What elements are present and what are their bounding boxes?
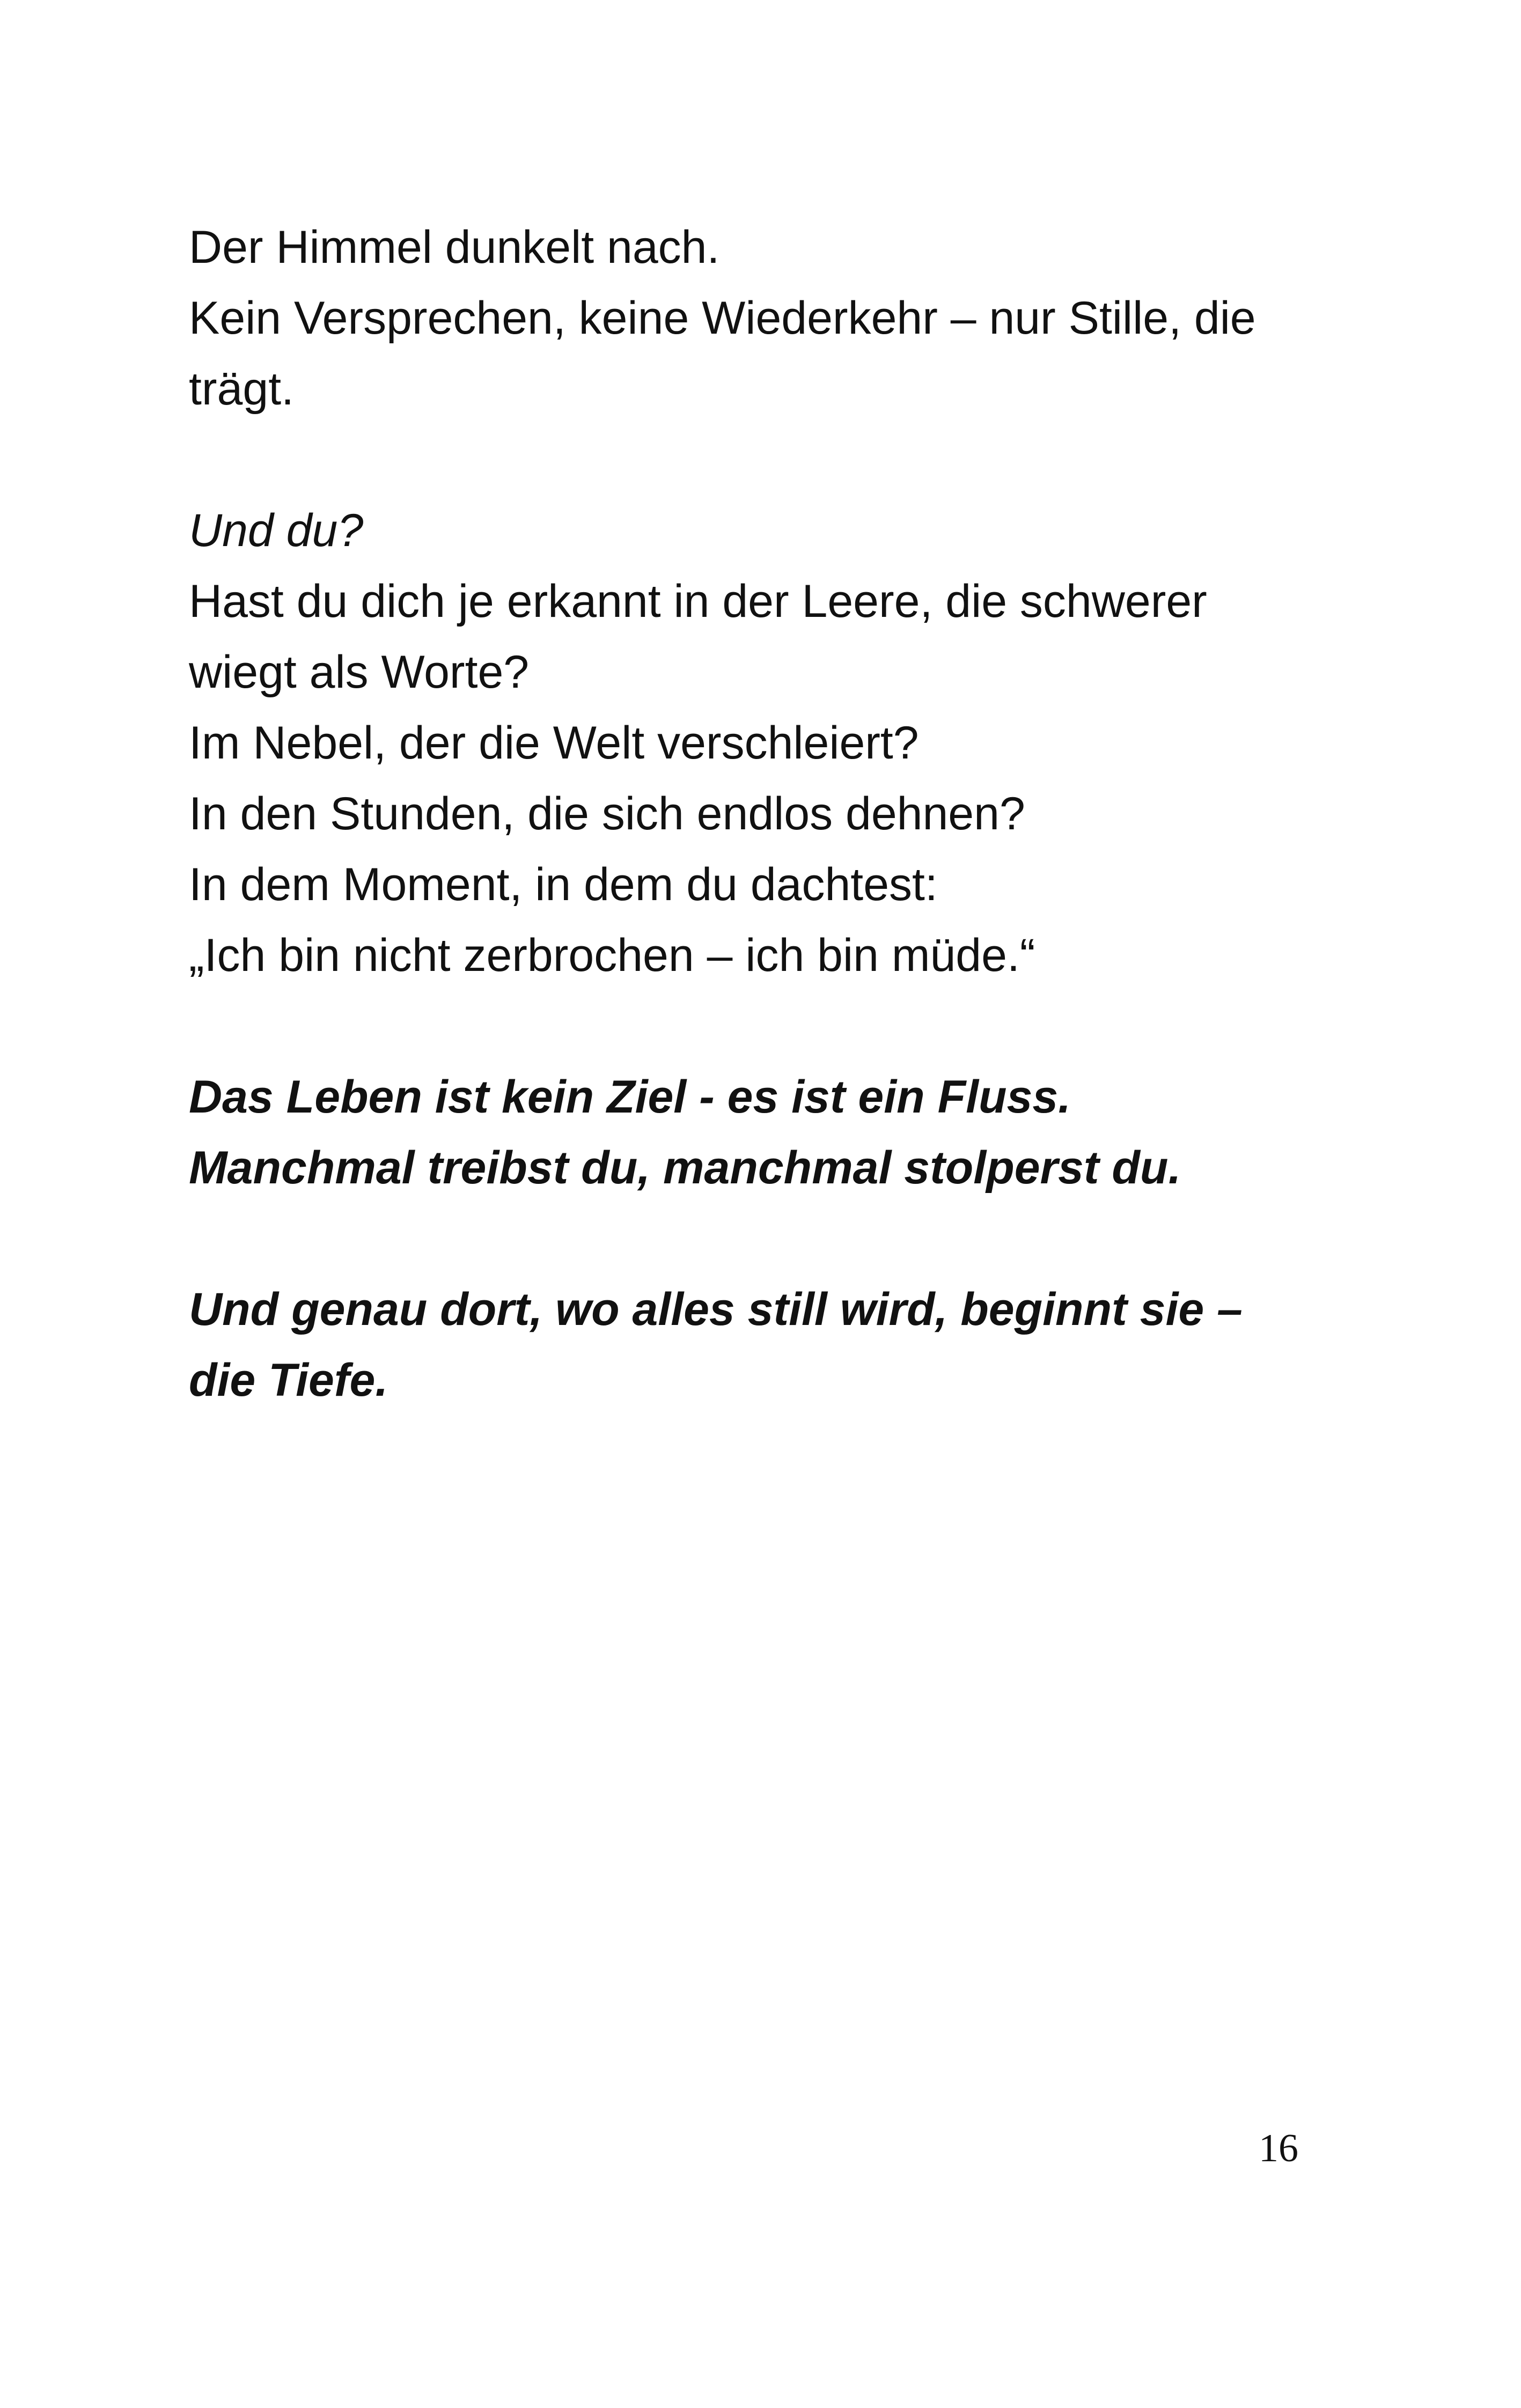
poem-question-line: Und du? [189, 505, 364, 556]
poem-line: trägt. [189, 363, 294, 415]
poem-line: In den Stunden, die sich endlos dehnen? [189, 788, 1025, 840]
stanza-4 [189, 1274, 1289, 1416]
poem-emphasis-line: Das Leben ist kein Ziel - es ist ein Fluss. [189, 1071, 1071, 1123]
stanza-gap [189, 424, 1289, 495]
poem-line: In dem Moment, in dem du dachtest: [189, 859, 938, 910]
poem-line: Im Nebel, der die Welt verschleiert? [189, 717, 919, 769]
poem-line: Hast du dich je erkannt in der Leere, die schwerer [189, 576, 1207, 627]
poem-emphasis-line: die Tiefe. [189, 1354, 388, 1406]
stanza-2 [189, 495, 1289, 991]
poem-text [189, 212, 1289, 1416]
poem-line: „Ich bin nicht zerbrochen – ich bin müde.“ [189, 930, 1035, 981]
stanza-1 [189, 212, 1289, 424]
poem-line: wiegt als Worte? [189, 646, 530, 698]
stanza-gap [189, 1203, 1289, 1274]
poem-emphasis-line: Manchmal treibst du, manchmal stolperst du. [189, 1142, 1181, 1194]
poem-line: Der Himmel dunkelt nach. [189, 222, 720, 273]
page-number: 16 [1259, 2126, 1298, 2170]
stanza-gap [189, 991, 1289, 1062]
stanza-3 [189, 1062, 1289, 1203]
poem-line: Kein Versprechen, keine Wiederkehr – nur Stille, die [189, 292, 1256, 344]
poem-emphasis-line: Und genau dort, wo alles still wird, beginnt sie – [189, 1284, 1243, 1335]
